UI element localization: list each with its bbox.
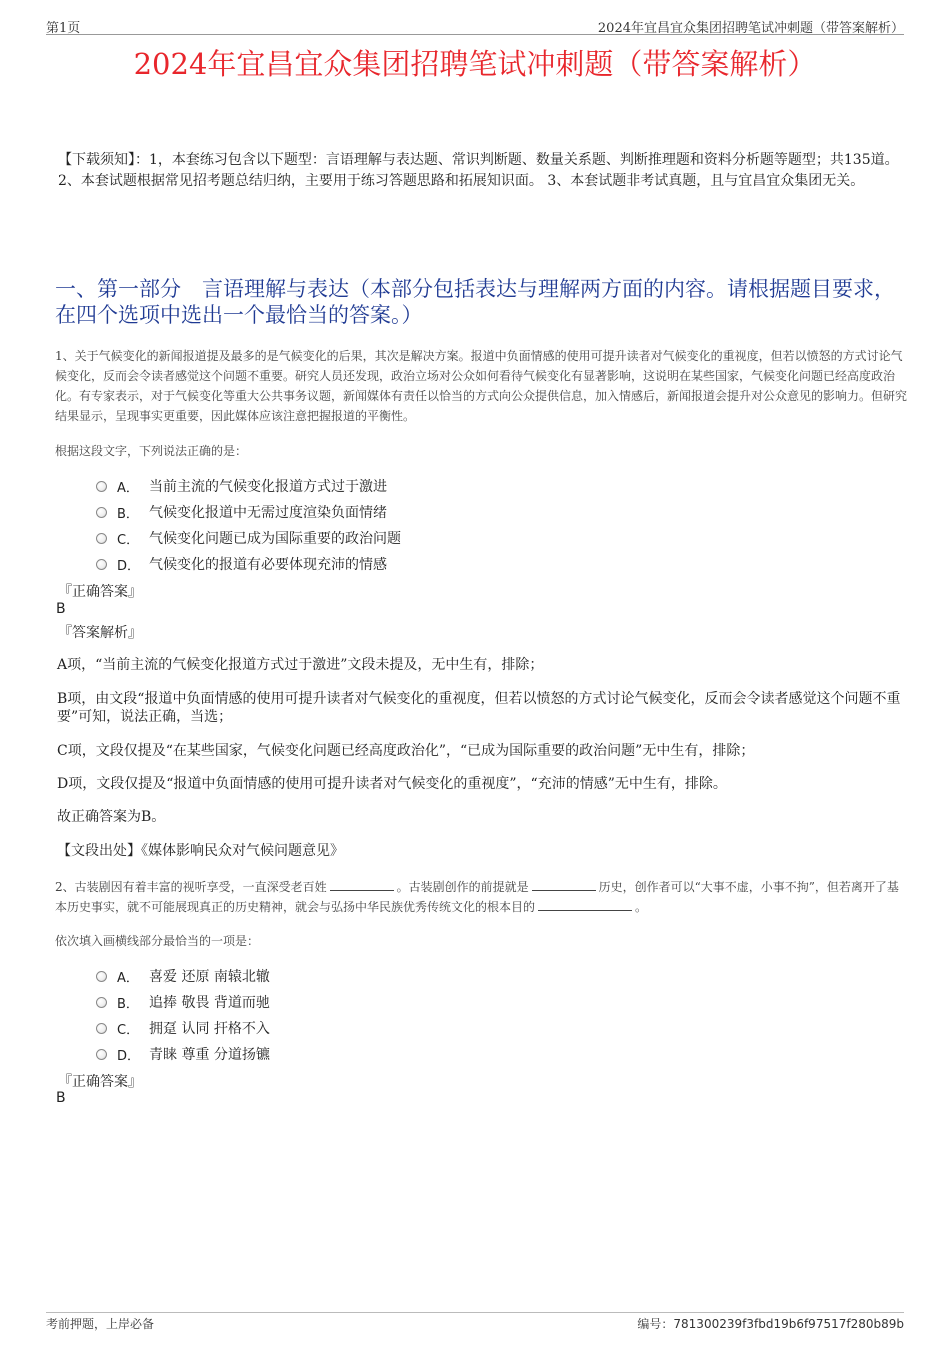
radio-button-icon[interactable] [96,507,107,518]
footer-slogan: 考前押题，上岸必备 [46,1317,155,1331]
question-1-option-b[interactable] [96,499,401,525]
option-text: 拥趸 认同 扞格不入 [149,1021,270,1037]
page-title: 2024年宜昌宜众集团招聘笔试冲刺题（带答案解析） [133,47,817,81]
option-text: 气候变化报道中无需过度渲染负面情绪 [149,505,387,521]
footer-divider [46,1312,904,1313]
question-2-option-b[interactable] [96,989,270,1015]
option-letter: C． [117,1022,140,1038]
header-divider [46,34,904,35]
option-letter: D． [117,1048,141,1064]
question-2-text-part: 历史，创作者可以“大事不虚，小事不拘”，但若离开了基本历史事实，就不可能展现真正的历史精神，就会与弘扬中华民族优秀传统文化的根本目的 [55,880,899,914]
question-2-options [96,963,270,1067]
question-2-option-c[interactable] [96,1015,270,1041]
footer-code-value: 781300239f3fbd19b6f97517f280b89b [673,1317,904,1331]
radio-button-icon[interactable] [96,1049,107,1060]
option-text: 当前主流的气候变化报道方式过于激进 [149,479,387,495]
option-text: 追捧 敬畏 背道而驰 [149,995,270,1011]
radio-button-icon[interactable] [96,997,107,1008]
analysis-conclusion: 故正确答案为B。 [57,809,166,825]
radio-button-icon[interactable] [96,559,107,570]
question-1-prompt: 根据这段文字，下列说法正确的是： [55,444,248,458]
option-letter: C． [117,532,140,548]
blank-1[interactable] [330,877,394,891]
question-1-analysis-label: 『答案解析』 [58,625,142,641]
option-text: 气候变化问题已成为国际重要的政治问题 [149,531,401,547]
analysis-line-d: D项，文段仅提及“报道中负面情感的使用可提升读者对气候变化的重视度”，“充沛的情感”无中生有，排除。 [57,776,727,792]
analysis-line-c: C项，文段仅提及“在某些国家，气候变化问题已经高度政治化”，“已成为国际重要的政治问题”无中生有，排除； [57,743,755,759]
question-1-options [96,473,401,577]
radio-button-icon[interactable] [96,1023,107,1034]
option-letter: A． [117,480,139,496]
question-2-answer-label: 『正确答案』 [58,1074,142,1090]
question-1-option-c[interactable] [96,525,401,551]
footer-code-label: 编号： [637,1317,674,1331]
question-1-option-a[interactable] [96,473,401,499]
question-1-source: 【文段出处】《媒体影响民众对气候问题意见》 [57,843,344,859]
footer-code [637,1315,904,1332]
question-2-text-part: 。古装剧创作的前提就是 [396,880,529,894]
blank-2[interactable] [532,877,596,891]
option-letter: A． [117,970,139,986]
option-text: 喜爱 还原 南辕北辙 [149,969,270,985]
header-page-number: 第1页 [46,21,81,36]
option-text: 青睐 尊重 分道扬镳 [149,1047,270,1063]
blank-3[interactable] [538,897,632,911]
section-heading: 一、第一部分 言语理解与表达（本部分包括表达与理解两方面的内容。请根据题目要求，在四个选项中选出一个最恰当的答案。） [55,277,895,327]
question-1-option-d[interactable] [96,551,401,577]
question-2-prompt: 依次填入画横线部分最恰当的一项是： [55,934,260,948]
option-letter: B． [117,506,139,522]
radio-button-icon[interactable] [96,533,107,544]
question-2-option-d[interactable] [96,1041,270,1067]
option-letter: B． [117,996,139,1012]
question-2-option-a[interactable] [96,963,270,989]
option-letter: D． [117,558,141,574]
analysis-line-b: B项，由文段“报道中负面情感的使用可提升读者对气候变化的重视度，但若以愤怒的方式讨论气候变化，反而会令读者感觉这个问题不重要”可知，说法正确，当选； [57,691,901,725]
question-2-text-part: 2、古装剧因有着丰富的视听享受，一直深受老百姓 [55,880,327,894]
question-2-text [55,877,907,917]
question-1-answer-label: 『正确答案』 [58,584,142,600]
header-doc-title: 2024年宜昌宜众集团招聘笔试冲刺题（带答案解析） [597,21,904,36]
option-text: 气候变化的报道有必要体现充沛的情感 [149,557,387,573]
question-1-text: 1、关于气候变化的新闻报道提及最多的是气候变化的后果，其次是解决方案。报道中负面情感的使用可提升读者对气候变化的重视度，但若以愤怒的方式讨论气候变化，反而会令读者感觉这个问题不重要。研究人员还发现，政治立场对公众如何看待气候变化有显著影响，这说明在某些国家，气候变化问题已经高度政治化。有专家表示，对于气候变化等重大公共事务议题，新闻媒体有责任以恰当的方式向公众提供信息，加入情感后，新闻报道会提升对公众意见的影响力。但研究结果显示，呈现事实更重要，因此媒体应该注意把握报道的平衡性。 [55,349,908,423]
question-1-answer: B [56,601,66,617]
question-2-answer: B [56,1090,66,1106]
analysis-line-a: A项，“当前主流的气候变化报道方式过于激进”文段未提及，无中生有，排除； [57,657,544,673]
radio-button-icon[interactable] [96,971,107,982]
radio-button-icon[interactable] [96,481,107,492]
download-notice: 【下载须知】：1，本套练习包含以下题型：言语理解与表达题、常识判断题、数量关系题、判断推理题和资料分析题等题型；共135道。 2、本套试题根据常见招考题总结归纳，主要用于练习答题思路和拓展知识面。 3、本套试题非考试真题，且与宜昌宜众集团无关。 [58,152,899,189]
question-2-text-part: 。 [635,900,648,914]
